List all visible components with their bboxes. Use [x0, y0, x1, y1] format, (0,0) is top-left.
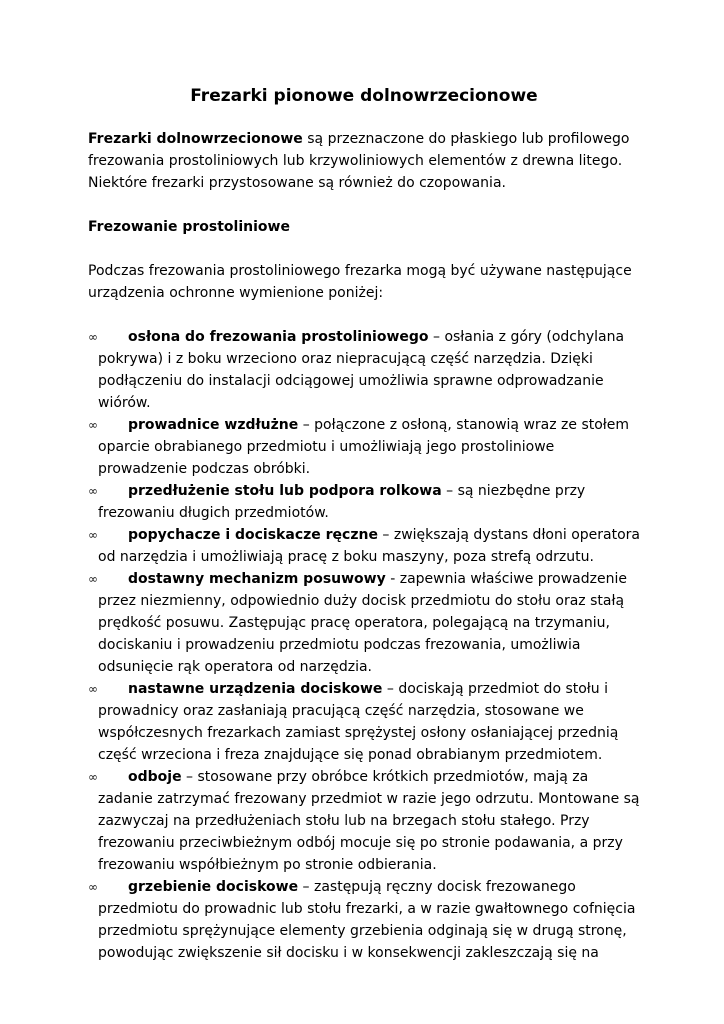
list-item-description: stosowane przy obróbce krótkich przedmiotów, mają za zadanie zatrzymać frezowany przedmiot w razie jego odrzutu. Montowane są zazwyczaj na przedłużeniach stołu lub na brzegach stołu stałego. Przy frezowaniu przeciwbieżnym odbój mocuje się po stronie podawania, a przy frezowaniu współbieżnym po stronie odbierania. — [98, 769, 640, 873]
list-item-term: prowadnice wzdłużne — [128, 417, 299, 433]
list-item-description: zastępują ręczny docisk frezowanego przedmiotu do prowadnic lub stołu frezarki, a w razie gwałtownego cofnięcia przedmiotu sprężynujące elementy grzebienia odginają się w drugą stronę, powodując zwiększenie sił docisku i w konsekwencji zakleszczają się na — [98, 879, 636, 961]
list-item-separator: – — [432, 329, 440, 345]
list-item-separator: – — [302, 417, 310, 433]
list-item-grzebienie — [88, 876, 640, 964]
list-item-term: przedłużenie stołu lub podpora rolkowa — [128, 483, 442, 499]
infinity-bullet-icon: ∞ — [88, 682, 98, 696]
infinity-bullet-icon: ∞ — [88, 572, 98, 586]
list-item-description: dociskają przedmiot do stołu i prowadnicy oraz zasłaniają pracującą część narzędzia, stosowane we współczesnych frezarkach zamiast sprężystej osłony osłaniającej przednią część wrzeciona i freza znajdujące się ponad obrabianym przedmiotem. — [98, 681, 619, 763]
intro-body-text: są przeznaczone do płaskiego lub profilowego frezowania prostoliniowych lub krzywoliniowych elementów z drewna litego. Niektóre frezarki przystosowane są również do czopowania. — [88, 131, 630, 191]
section-heading: Frezowanie prostoliniowe — [88, 219, 290, 235]
list-item-mechanizm-posuwowy — [88, 568, 640, 678]
list-item-popychacze — [88, 524, 640, 568]
list-item-separator: – — [302, 879, 310, 895]
list-item-description: są niezbędne przy frezowaniu długich przedmiotów. — [98, 483, 586, 521]
infinity-bullet-icon: ∞ — [88, 880, 98, 894]
list-item-description: połączone z osłoną, stanowią wraz ze stołem oparcie obrabianego przedmiotu i umożliwiają jego prostoliniowe prowadzenie podczas obróbki. — [98, 417, 630, 477]
list-item-term: nastawne urządzenia dociskowe — [128, 681, 383, 697]
list-item-term: popychacze i dociskacze ręczne — [128, 527, 378, 543]
infinity-bullet-icon: ∞ — [88, 484, 98, 498]
infinity-bullet-icon: ∞ — [88, 418, 98, 432]
section-intro-paragraph: Podczas frezowania prostoliniowego frezarka mogą być używane następujące urządzenia ochronne wymienione poniżej: — [88, 263, 632, 301]
list-item-prowadnice — [88, 414, 640, 480]
infinity-bullet-icon: ∞ — [88, 770, 98, 784]
list-item-description: osłania z góry (odchylana pokrywa) i z boku wrzeciono oraz niepracującą część narzędzia. Dzięki podłączeniu do instalacji odciągowej umożliwia sprawne odprowadzanie wiórów. — [98, 329, 625, 411]
infinity-bullet-icon: ∞ — [88, 528, 98, 542]
list-item-separator: – — [382, 527, 390, 543]
list-item-separator: – — [386, 681, 394, 697]
list-item-term: dostawny mechanizm posuwowy — [128, 571, 386, 587]
list-item-urzadzenia-dociskowe — [88, 678, 640, 766]
intro-paragraph — [88, 128, 640, 194]
document-title: Frezarki pionowe dolnowrzecionowe — [190, 86, 538, 106]
list-item-term: odboje — [128, 769, 182, 785]
list-item-oslona — [88, 326, 640, 414]
infinity-bullet-icon: ∞ — [88, 330, 98, 344]
list-item-odboje — [88, 766, 640, 876]
list-item-term: grzebienie dociskowe — [128, 879, 299, 895]
protective-devices-list — [88, 326, 640, 964]
list-item-separator: - — [390, 571, 396, 587]
list-item-term: osłona do frezowania prostoliniowego — [128, 329, 429, 345]
list-item-description: zwiększają dystans dłoni operatora od narzędzia i umożliwiają pracę z boku maszyny, poza strefą odrzutu. — [98, 527, 640, 565]
intro-lead-text: Frezarki dolnowrzecionowe — [88, 131, 303, 147]
list-item-separator: – — [186, 769, 194, 785]
list-item-przedluzenie-stolu — [88, 480, 640, 524]
list-item-description: zapewnia właściwe prowadzenie przez niezmienny, odpowiednio duży docisk przedmiotu do stołu oraz stałą prędkość posuwu. Zastępując pracę operatora, polegającą na trzymaniu, dociskaniu i prowadzeniu przedmiotu podczas frezowania, umożliwia odsunięcie rąk operatora od narzędzia. — [98, 571, 627, 675]
list-item-separator: – — [446, 483, 454, 499]
